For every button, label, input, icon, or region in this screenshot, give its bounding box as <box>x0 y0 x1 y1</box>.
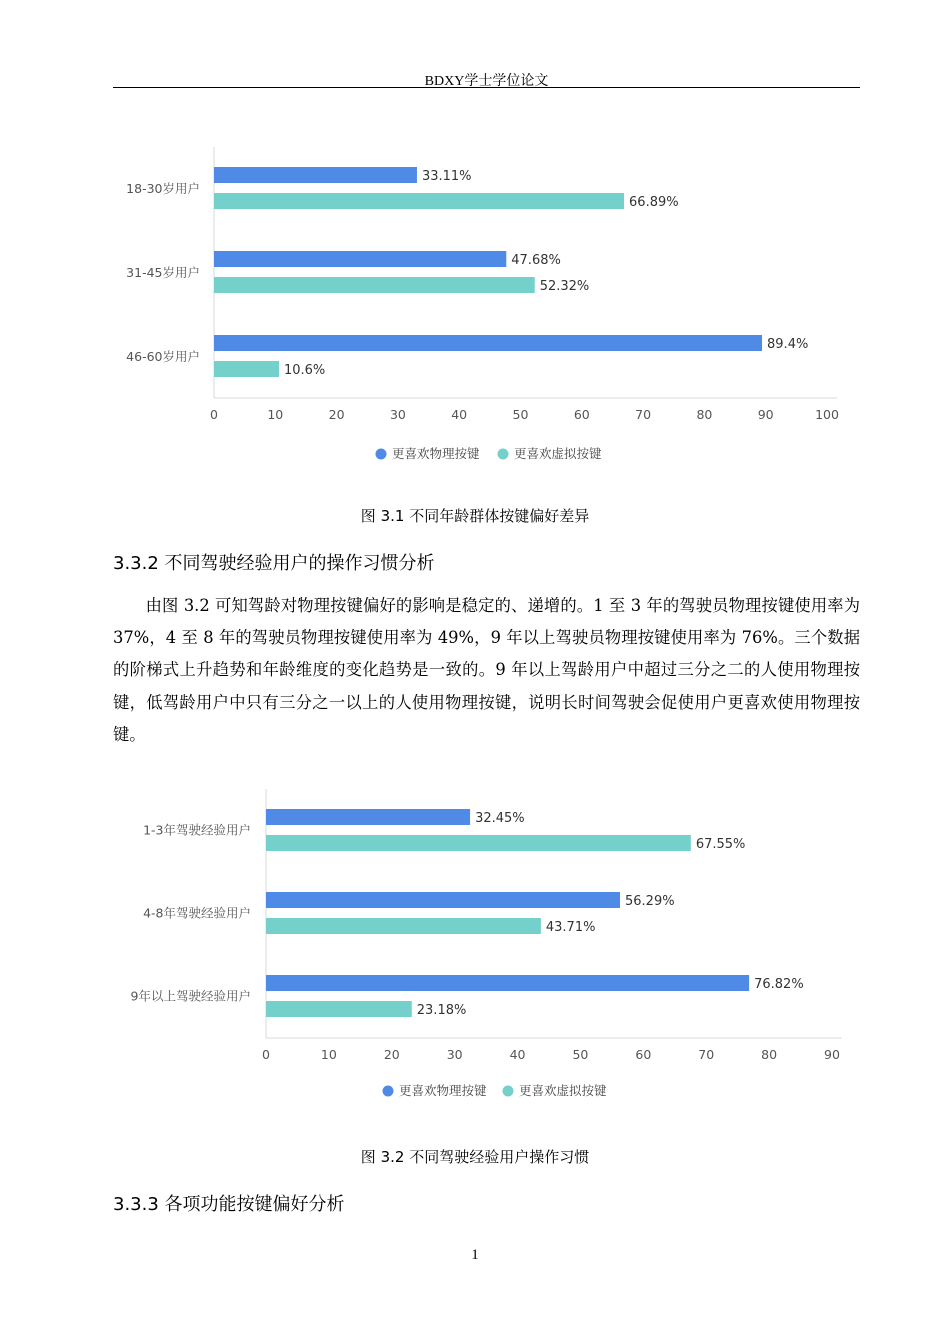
page-header: BDXY学士学位论文 <box>424 74 549 89</box>
fig1-tick-label: 70 <box>635 407 652 422</box>
fig1-data-label: 33.11% <box>421 169 472 184</box>
fig1-bar <box>214 167 417 183</box>
fig2-tick-label: 40 <box>509 1047 526 1062</box>
fig2-category-label: 1-3年驾驶经验用户 <box>143 822 251 838</box>
fig1-tick-label: 100 <box>815 407 839 422</box>
fig2-data-label: 43.71% <box>545 920 596 935</box>
fig2-bar <box>266 835 691 851</box>
fig2-data-label: 76.82% <box>754 977 804 992</box>
header-rule <box>113 87 860 88</box>
fig1-data-label: 66.89% <box>629 195 679 210</box>
figure-3-1-chart <box>0 140 950 475</box>
fig1-tick-label: 10 <box>267 407 284 422</box>
fig2-data-label: 32.45% <box>475 811 525 826</box>
fig2-tick-label: 90 <box>824 1047 840 1062</box>
fig2-data-label: 67.55% <box>695 837 746 852</box>
fig1-tick-label: 80 <box>696 407 713 422</box>
fig2-data-label: 23.18% <box>416 1003 467 1018</box>
fig1-tick-label: 0 <box>210 407 218 422</box>
fig1-tick-label: 30 <box>389 407 406 422</box>
fig2-tick-label: 60 <box>635 1047 652 1062</box>
fig2-legend-marker <box>503 1086 514 1097</box>
fig1-tick-label: 40 <box>451 407 468 422</box>
fig2-bar <box>266 1001 412 1017</box>
fig1-tick-label: 90 <box>757 407 774 422</box>
fig1-data-label: 52.32% <box>539 279 590 294</box>
figure-3-2-caption: 图 3.2 不同驾驶经验用户操作习惯 <box>360 1148 590 1166</box>
page-number: 1 <box>471 1247 479 1263</box>
fig1-category-label: 18-30岁用户 <box>126 181 200 196</box>
fig1-legend-label: 更喜欢虚拟按键 <box>514 446 602 461</box>
fig2-tick-label: 20 <box>383 1047 400 1062</box>
body-paragraph: 由图 3.2 可知驾龄对物理按键偏好的影响是稳定的、递增的。1 至 3 年的驾驶员物理按键使用率为 37%，4 至 8 年的驾驶员物理按键使用率为 49%，9 年以上驾驶员物理按键使用率为 76%。三个数据的阶梯式上升趋势和年龄维度的变化趋势是一致的。9 年以上驾龄用户中超过三分之二的人使用物理按键，低驾龄用户中只有三分之一以上的人使用物理按键，说明长时间驾驶会促使用户更喜欢使用物理按键。 <box>113 596 860 744</box>
fig1-data-label: 10.6% <box>283 363 326 378</box>
figure-3-2-svg <box>0 782 950 1112</box>
fig2-bar <box>266 975 749 991</box>
fig1-legend-marker <box>498 449 509 460</box>
figure-3-1-caption: 图 3.1 不同年龄群体按键偏好差异 <box>360 507 590 525</box>
fig1-legend-label: 更喜欢物理按键 <box>392 446 480 461</box>
fig1-data-label: 47.68% <box>511 253 561 268</box>
fig1-bar <box>214 361 279 377</box>
fig2-tick-label: 70 <box>698 1047 715 1062</box>
fig2-category-label: 4-8年驾驶经验用户 <box>143 905 251 921</box>
fig1-tick-label: 20 <box>328 407 345 422</box>
fig1-data-label: 89.4% <box>767 337 809 352</box>
fig1-legend-marker <box>376 449 387 460</box>
fig2-bar <box>266 809 470 825</box>
fig1-category-label: 31-45岁用户 <box>126 265 200 280</box>
fig2-bar <box>266 918 541 934</box>
fig1-category-label: 46-60岁用户 <box>126 349 200 364</box>
fig2-tick-label: 0 <box>262 1047 270 1062</box>
fig1-tick-label: 50 <box>512 407 529 422</box>
figure-3-2-chart <box>0 782 950 1112</box>
fig2-tick-label: 50 <box>572 1047 589 1062</box>
section-3-3-3-heading: 3.3.3 各项功能按键偏好分析 <box>113 1194 345 1215</box>
fig1-tick-label: 60 <box>573 407 590 422</box>
fig1-bar <box>214 277 535 293</box>
fig2-tick-label: 80 <box>761 1047 778 1062</box>
fig2-legend-label: 更喜欢虚拟按键 <box>519 1083 607 1098</box>
fig2-legend-marker <box>383 1086 394 1097</box>
fig1-bar <box>214 335 762 351</box>
figure-3-1-svg <box>0 140 950 475</box>
fig2-legend-label: 更喜欢物理按键 <box>399 1083 487 1098</box>
fig2-tick-label: 30 <box>446 1047 463 1062</box>
fig1-bar <box>214 251 506 267</box>
section-3-3-2-heading: 3.3.2 不同驾驶经验用户的操作习惯分析 <box>113 553 435 574</box>
fig2-bar <box>266 892 620 908</box>
fig2-tick-label: 10 <box>320 1047 337 1062</box>
fig2-data-label: 56.29% <box>625 894 675 909</box>
fig2-category-label: 9年以上驾驶经验用户 <box>130 988 251 1004</box>
fig1-bar <box>214 193 624 209</box>
